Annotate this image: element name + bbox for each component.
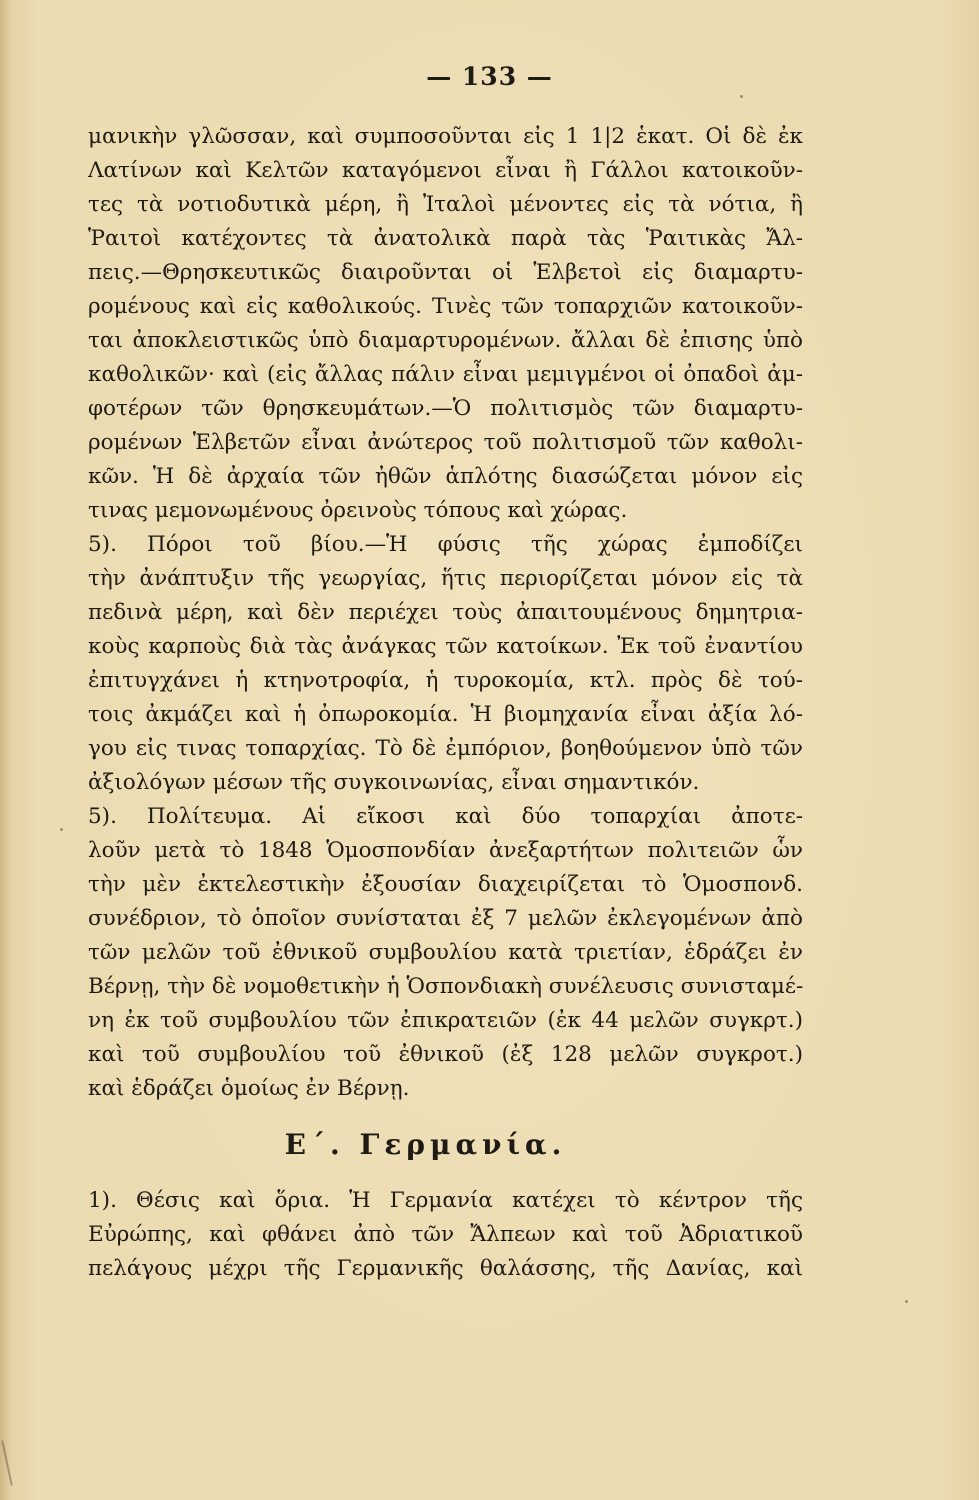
text-line: συνέδριον, τὸ ὁποῖον συνίσταται ἐξ 7 μελῶν ἐκλεγομένων ἀπὸ: [88, 906, 803, 931]
text-line: νη ἐκ τοῦ συμβουλίου τῶν ἐπικρατειῶν (ἐκ 44 μελῶν συγκρτ.): [88, 1008, 803, 1033]
page-edge-shadow: [0, 0, 12, 1500]
text-line: τοις ἀκμάζει καὶ ἡ ὀπωροκομία. Ἡ βιομηχανία εἶναι ἀξία λό-: [88, 702, 803, 727]
text-line: ἀξιολόγων μέσων τῆς συγκοινωνίας, εἶναι σημαντικόν.: [88, 770, 700, 795]
text-line: Ῥαιτοὶ κατέχοντες τὰ ἀνατολικὰ παρὰ τὰς Ῥαιτικὰς Ἄλ-: [88, 226, 803, 251]
text-line: καὶ τοῦ συμβουλίου τοῦ ἐθνικοῦ (ἐξ 128 μελῶν συγκροτ.): [88, 1042, 803, 1067]
text-line: λοῦν μετὰ τὸ 1848 Ὁμοσπονδίαν ἀνεξαρτήτων πολιτειῶν ὧν: [88, 838, 803, 863]
text-line: τὴν ἀνάπτυξιν τῆς γεωργίας, ἥτις περιορίζεται μόνον εἰς τὰ: [88, 566, 803, 591]
text-line: κῶν. Ἡ δὲ ἀρχαία τῶν ἠθῶν ἁπλότης διασώζεται μόνον εἰς: [88, 464, 803, 489]
text-line: φοτέρων τῶν θρησκευμάτων.—Ὁ πολιτισμὸς τῶν διαμαρτυ-: [88, 396, 803, 421]
text-line: ρομένων Ἑλβετῶν εἶναι ἀνώτερος τοῦ πολιτισμοῦ τῶν καθολι-: [88, 430, 803, 455]
body-text: [88, 120, 803, 1286]
text-line: καθολικῶν· καὶ (εἰς ἄλλας πάλιν εἶναι μεμιγμένοι οἱ ὀπαδοὶ ἀμ-: [88, 362, 803, 387]
text-line: Εὐρώπης, καὶ φθάνει ἀπὸ τῶν Ἄλπεων καὶ τοῦ Ἀδριατικοῦ: [88, 1222, 803, 1247]
text-line: πεις.—Θρησκευτικῶς διαιροῦνται οἱ Ἑλβετοὶ εἰς διαμαρτυ-: [88, 260, 803, 285]
page-number: — 133 —: [426, 62, 553, 91]
text-line: γου εἰς τινας τοπαρχίας. Τὸ δὲ ἐμπόριον, βοηθούμενον ὑπὸ τῶν: [88, 736, 803, 761]
text-line: ρομένους καὶ εἰς καθολικούς. Τινὲς τῶν τοπαρχιῶν κατοικοῦν-: [88, 294, 803, 319]
text-line: τινας μεμονωμένους ὀρεινοὺς τόπους καὶ χώρας.: [88, 498, 628, 523]
chapter-heading: Ε΄. Γερμανία.: [284, 1128, 567, 1161]
section-heading-line: 5). Πολίτευμα. Αἱ εἴκοσι καὶ δύο τοπαρχίαι ἀποτε-: [88, 804, 803, 829]
text-line: καὶ ἑδράζει ὁμοίως ἐν Βέρνῃ.: [88, 1076, 410, 1101]
text-line: κοὺς καρποὺς διὰ τὰς ἀνάγκας τῶν κατοίκων. Ἐκ τοῦ ἐναντίου: [88, 634, 803, 659]
text-line: πελάγους μέχρι τῆς Γερμανικῆς θαλάσσης, τῆς Δανίας, καὶ: [88, 1256, 803, 1281]
section-heading-line: 5). Πόροι τοῦ βίου.—Ἡ φύσις τῆς χώρας ἐμποδίζει: [88, 532, 803, 557]
text-line: πεδινὰ μέρη, καὶ δὲν περιέχει τοὺς ἀπαιτουμένους δημητρια-: [88, 600, 803, 625]
paper-speck: [740, 95, 743, 98]
text-line: τῶν μελῶν τοῦ ἐθνικοῦ συμβουλίου κατὰ τριετίαν, ἑδράζει ἐν: [88, 940, 803, 965]
paper-speck: [60, 828, 63, 831]
text-line: Βέρνῃ, τὴν δὲ νομοθετικὴν ἡ Ὁσπονδιακὴ συνέλευσις συνισταμέ-: [88, 974, 804, 999]
paper-speck: [905, 1300, 908, 1303]
section-heading-line: 1). Θέσις καὶ ὅρια. Ἡ Γερμανία κατέχει τὸ κέντρον τῆς: [88, 1188, 803, 1213]
text-line: Λατίνων καὶ Κελτῶν καταγόμενοι εἶναι ἢ Γάλλοι κατοικοῦν-: [88, 158, 803, 183]
text-line: τὴν μὲν ἐκτελεστικὴν ἐξουσίαν διαχειρίζεται τὸ Ὁμοσπονδ.: [88, 872, 803, 897]
text-line: μανικὴν γλῶσσαν, καὶ συμποσοῦνται εἰς 1 1|2 ἑκατ. Οἱ δὲ ἐκ: [88, 124, 803, 149]
text-line: ται ἀποκλειστικῶς ὑπὸ διαμαρτυρομένων. ἄλλαι δὲ ἐπισης ὑπὸ: [88, 328, 803, 353]
text-line: τες τὰ νοτιοδυτικὰ μέρη, ἢ Ἰταλοὶ μένοντες εἰς τὰ νότια, ἢ: [88, 192, 803, 217]
text-line: ἐπιτυγχάνει ἡ κτηνοτροφία, ἡ τυροκομία, κτλ. πρὸς δὲ τού-: [88, 668, 803, 693]
